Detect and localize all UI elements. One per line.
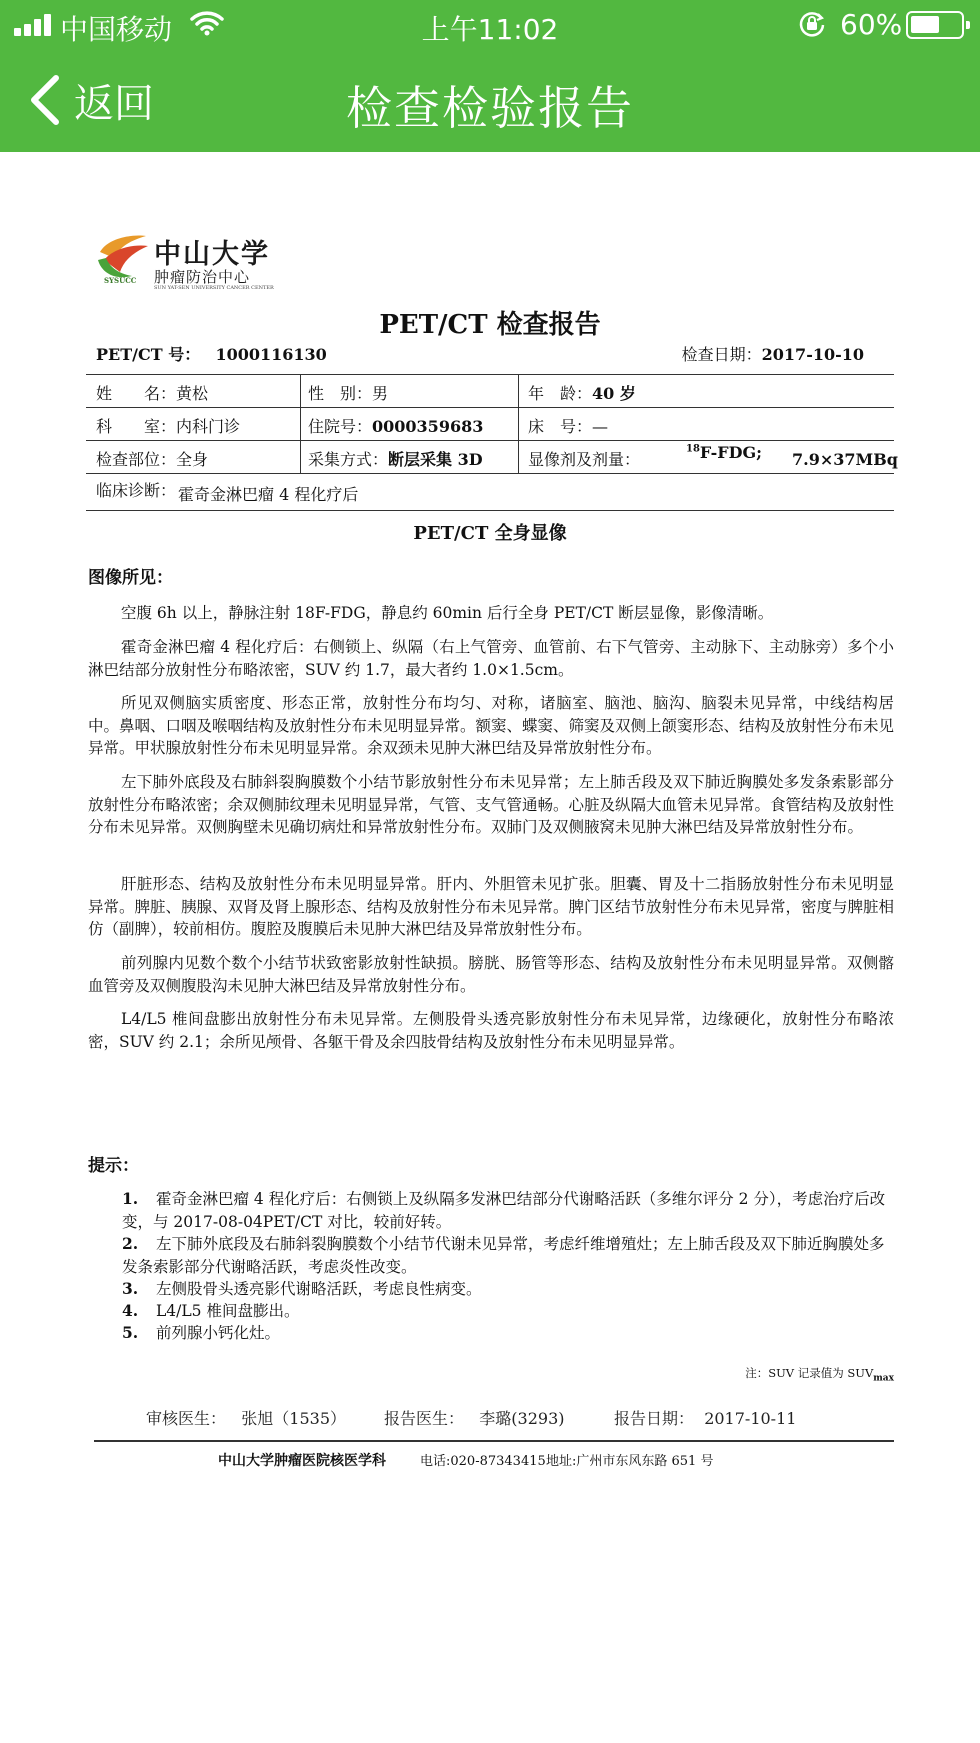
exam-date: 检查日期：2017-10-10 bbox=[681, 345, 864, 364]
footer-address: 地址:广州市东风东路 651 号 bbox=[546, 1454, 714, 1469]
findings-paragraph: 肝脏形态、结构及放射性分布未见明显异常。肝内、外胆管未见扩张。胆囊、胃及十二指肠放射性分布未见明显异常。脾脏、胰腺、双肾及肾上腺形态、结构及放射性分布未见异常。脾门区结节放射性分布未见异常，密度与脾脏相仿（副脾），较前相仿。腹腔及腹膜后未见肿大淋巴结及异常放射性分布。 bbox=[88, 875, 895, 938]
hospital-subtitle: 肿瘤防治中心 bbox=[154, 268, 251, 286]
clinical-diagnosis-label: 临床诊断： bbox=[96, 481, 177, 500]
hint-item: 1. 霍奇金淋巴瘤 4 程化疗后：右侧锁上及纵隔多发淋巴结部分代谢略活跃（多维尔评分 2 分），考虑治疗后改变，与 2017-08-04PET/CT 对比，较前好转。 bbox=[122, 1189, 886, 1231]
pet-ct-number: PET/CT 号： 1000116130 bbox=[96, 345, 327, 364]
findings-paragraph: 前列腺内见数个数个小结节状致密影放射性缺损。膀胱、肠管等形态、结构及放射性分布未见明显异常。双侧髂血管旁及双侧腹股沟未见肿大淋巴结及异常放射性分布。 bbox=[88, 954, 894, 995]
info-row bbox=[86, 440, 898, 473]
patient-sex: 性 别：男 bbox=[308, 384, 389, 403]
info-row bbox=[86, 473, 894, 511]
hint-heading: 提示： bbox=[88, 1156, 139, 1176]
suv-note: 注：SUV 记录值为 $SUV_{max}$ bbox=[745, 1366, 894, 1384]
findings-paragraph: 所见双侧脑实质密度、形态正常，放射性分布均匀、对称，诸脑室、脑池、脑沟、脑裂未见异常，中线结构居中。鼻咽、口咽及喉咽结构及放射性分布未见明显异常。额窦、蝶窦、筛窦及双侧上颌窦形态、结构及放射性分布未见异常。甲状腺放射性分布未见明显异常。余双颈未见肿大淋巴结及异常放射性分布。 bbox=[88, 694, 895, 757]
tracer-label: 显像剂及剂量： bbox=[528, 450, 641, 469]
hint-item: 4. L4/L5 椎间盘膨出。 bbox=[122, 1301, 300, 1320]
findings-paragraph: 霍奇金淋巴瘤 4 程化疗后：右侧锁上、纵隔（右上气管旁、血管前、右下气管旁、主动脉下、主动脉旁）多个小淋巴结部分放射性分布略浓密，SUV 约 1.7，最大者约 1.0×1.5cm。 bbox=[88, 638, 894, 679]
battery-icon bbox=[906, 11, 964, 39]
rotation-lock-icon bbox=[798, 10, 826, 38]
hospital-english-name: SUN YAT-SEN UNIVERSITY CANCER CENTER bbox=[154, 285, 274, 291]
findings-paragraph: L4/L5 椎间盘膨出放射性分布未见异常。左侧股骨头透亮影放射性分布未见异常，边缘硬化，放射性分布略浓密，SUV 约 2.1；余所见颅骨、各躯干骨及余四肢骨结构及放射性分布未见明显异常。 bbox=[88, 1010, 894, 1051]
hint-item: 3. 左侧股骨头透亮影代谢略活跃，考虑良性病变。 bbox=[122, 1279, 482, 1298]
hint-item: 5. 前列腺小钙化灶。 bbox=[122, 1323, 281, 1342]
report-date: 报告日期： 2017-10-11 bbox=[614, 1409, 797, 1428]
department: 科 室：内科门诊 bbox=[96, 417, 241, 436]
exam-site: 检查部位：全身 bbox=[96, 450, 209, 469]
acquisition-method: 采集方式：断层采集 3D bbox=[308, 450, 483, 469]
findings-paragraph: 空腹 6h 以上，静脉注射 18F-FDG，静息约 60min 后行全身 PET/CT 断层显像，影像清晰。 bbox=[121, 604, 774, 622]
top-bar bbox=[0, 0, 980, 152]
tracer-dose: 7.9×37MBq bbox=[792, 450, 898, 469]
tracer-name: $^{18}$F-FDG; bbox=[686, 443, 763, 462]
patient-name: 姓 名：黄松 bbox=[96, 384, 209, 403]
footer-divider bbox=[94, 1440, 894, 1442]
page-title: 检查检验报告 bbox=[346, 81, 634, 135]
patient-info-table bbox=[86, 374, 898, 511]
inpatient-number: 住院号：0000359683 bbox=[308, 417, 484, 436]
findings-heading: 图像所见： bbox=[88, 568, 173, 588]
back-label: 返回 bbox=[74, 80, 154, 127]
patient-age: 年 龄：40 岁 bbox=[528, 384, 636, 403]
navigation-bar bbox=[0, 50, 980, 152]
info-row bbox=[86, 407, 894, 440]
section-title: PET/CT 全身显像 bbox=[413, 523, 567, 544]
logo-mark-text: SYSUCC bbox=[104, 276, 137, 285]
findings-paragraph: 左下肺外底段及右肺斜裂胸膜数个小结节影放射性分布未见异常；左上肺舌段及双下肺近胸膜处多发条索影部分放射性分布略浓密；余双侧肺纹理未见明显异常，气管、支气管通畅。心脏及纵隔大血管未见异常。食管结构及放射性分布未见异常。双侧胸壁未见确切病灶和异常放射性分布。双肺门及双侧腋窝未见肿大淋巴结及异常放射性分布。 bbox=[88, 773, 895, 836]
reporter: 报告医生： 李璐(3293) bbox=[384, 1409, 565, 1428]
status-time: 上午11:02 bbox=[421, 13, 559, 46]
clinical-diagnosis: 霍奇金淋巴瘤 4 程化疗后 bbox=[178, 485, 359, 504]
status-bar bbox=[0, 0, 980, 50]
info-row bbox=[86, 374, 894, 407]
report-title: PET/CT 检查报告 bbox=[379, 310, 601, 340]
hospital-name: 中山大学 bbox=[154, 239, 270, 270]
footer-phone: 电话:020-87343415 bbox=[420, 1454, 546, 1469]
carrier-name: 中国移动 bbox=[60, 13, 173, 46]
footer-organization: 中山大学肿瘤医院核医学科 bbox=[218, 1453, 386, 1469]
battery-percent: 60% bbox=[840, 8, 903, 41]
reviewer: 审核医生： 张旭（1535） bbox=[146, 1409, 347, 1428]
bed-number: 床 号：— bbox=[528, 417, 609, 436]
hint-item: 2. 左下肺外底段及右肺斜裂胸膜数个小结节代谢未见异常，考虑纤维增殖灶；左上肺舌段及双下肺近胸膜处多发条索影部分代谢略活跃，考虑炎性改变。 bbox=[122, 1234, 885, 1276]
